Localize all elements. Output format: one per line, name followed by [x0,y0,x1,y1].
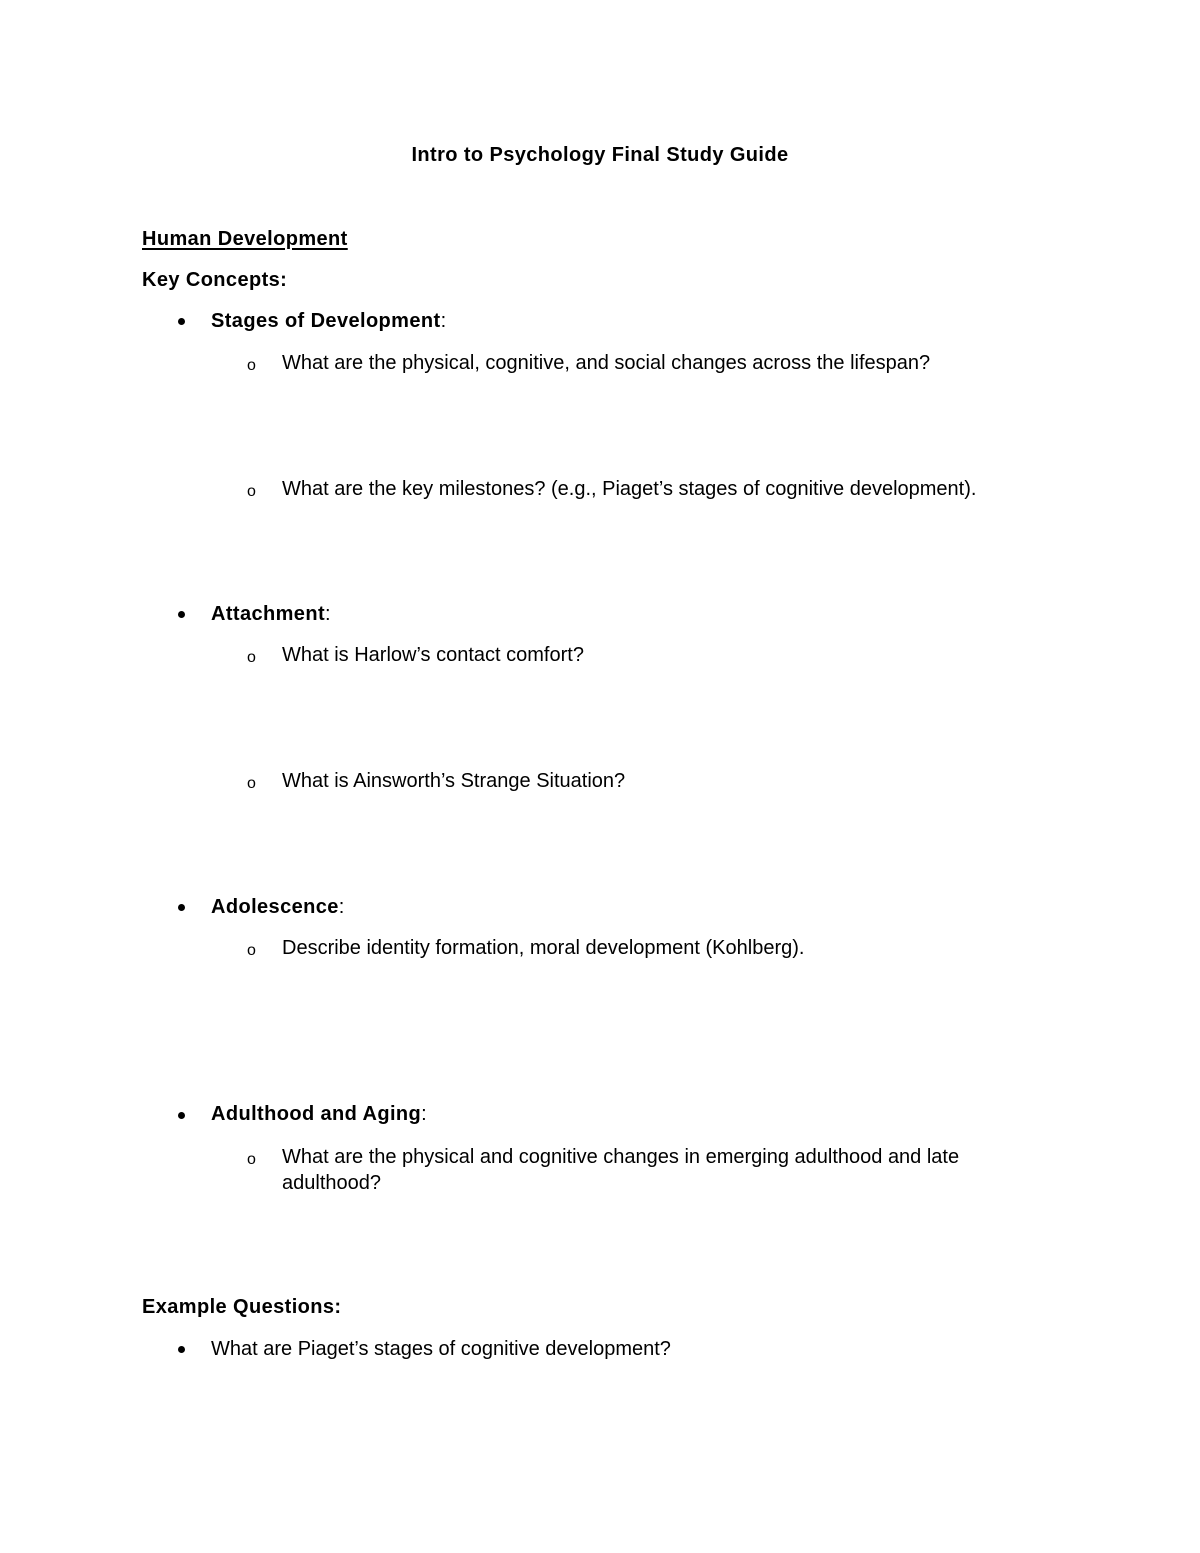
concept-colon: : [421,1103,427,1125]
question-item: What is Harlow’s contact comfort? [282,644,584,666]
concept-term: Attachment [211,603,326,625]
sub-bullet-icon: o [247,483,256,500]
example-question-item: What are Piaget’s stages of cognitive development? [211,1338,671,1360]
bullet-icon [178,904,185,911]
example-questions-label: Example Questions: [142,1296,342,1318]
document-title: Intro to Psychology Final Study Guide [411,144,789,166]
question-item: What are the physical and cognitive changes in emerging adulthood and late adulthood? [282,1146,960,1194]
sub-bullet-icon: o [247,942,256,959]
concept-adolescence [211,894,344,920]
concept-term: Adolescence [211,896,339,918]
concept-colon: : [338,896,345,918]
sub-bullet-icon: o [247,1151,256,1168]
concept-colon: : [325,603,331,625]
concept-colon: : [440,310,447,332]
section-heading: Human Development [142,228,348,250]
question-item: What are the key milestones? (e.g., Piaget’s stages of cognitive development). [282,478,977,500]
question-item: Describe identity formation, moral development (Kohlberg). [282,937,805,959]
concept-stages-of-development [211,308,446,334]
concept-term: Adulthood and Aging [211,1103,422,1125]
bullet-icon [178,611,185,618]
bullet-icon [178,1346,185,1353]
concept-adulthood-and-aging [211,1101,427,1127]
key-concepts-label: Key Concepts: [142,269,288,291]
concept-term: Stages of Development [211,310,441,332]
question-item: What are the physical, cognitive, and social changes across the lifespan? [282,352,931,374]
bullet-icon [178,1112,185,1119]
concept-attachment [211,601,331,627]
sub-bullet-icon: o [247,649,256,666]
sub-bullet-icon: o [247,357,256,374]
question-item: What is Ainsworth’s Strange Situation? [282,770,626,792]
sub-bullet-icon: o [247,775,256,792]
bullet-icon [178,318,185,325]
